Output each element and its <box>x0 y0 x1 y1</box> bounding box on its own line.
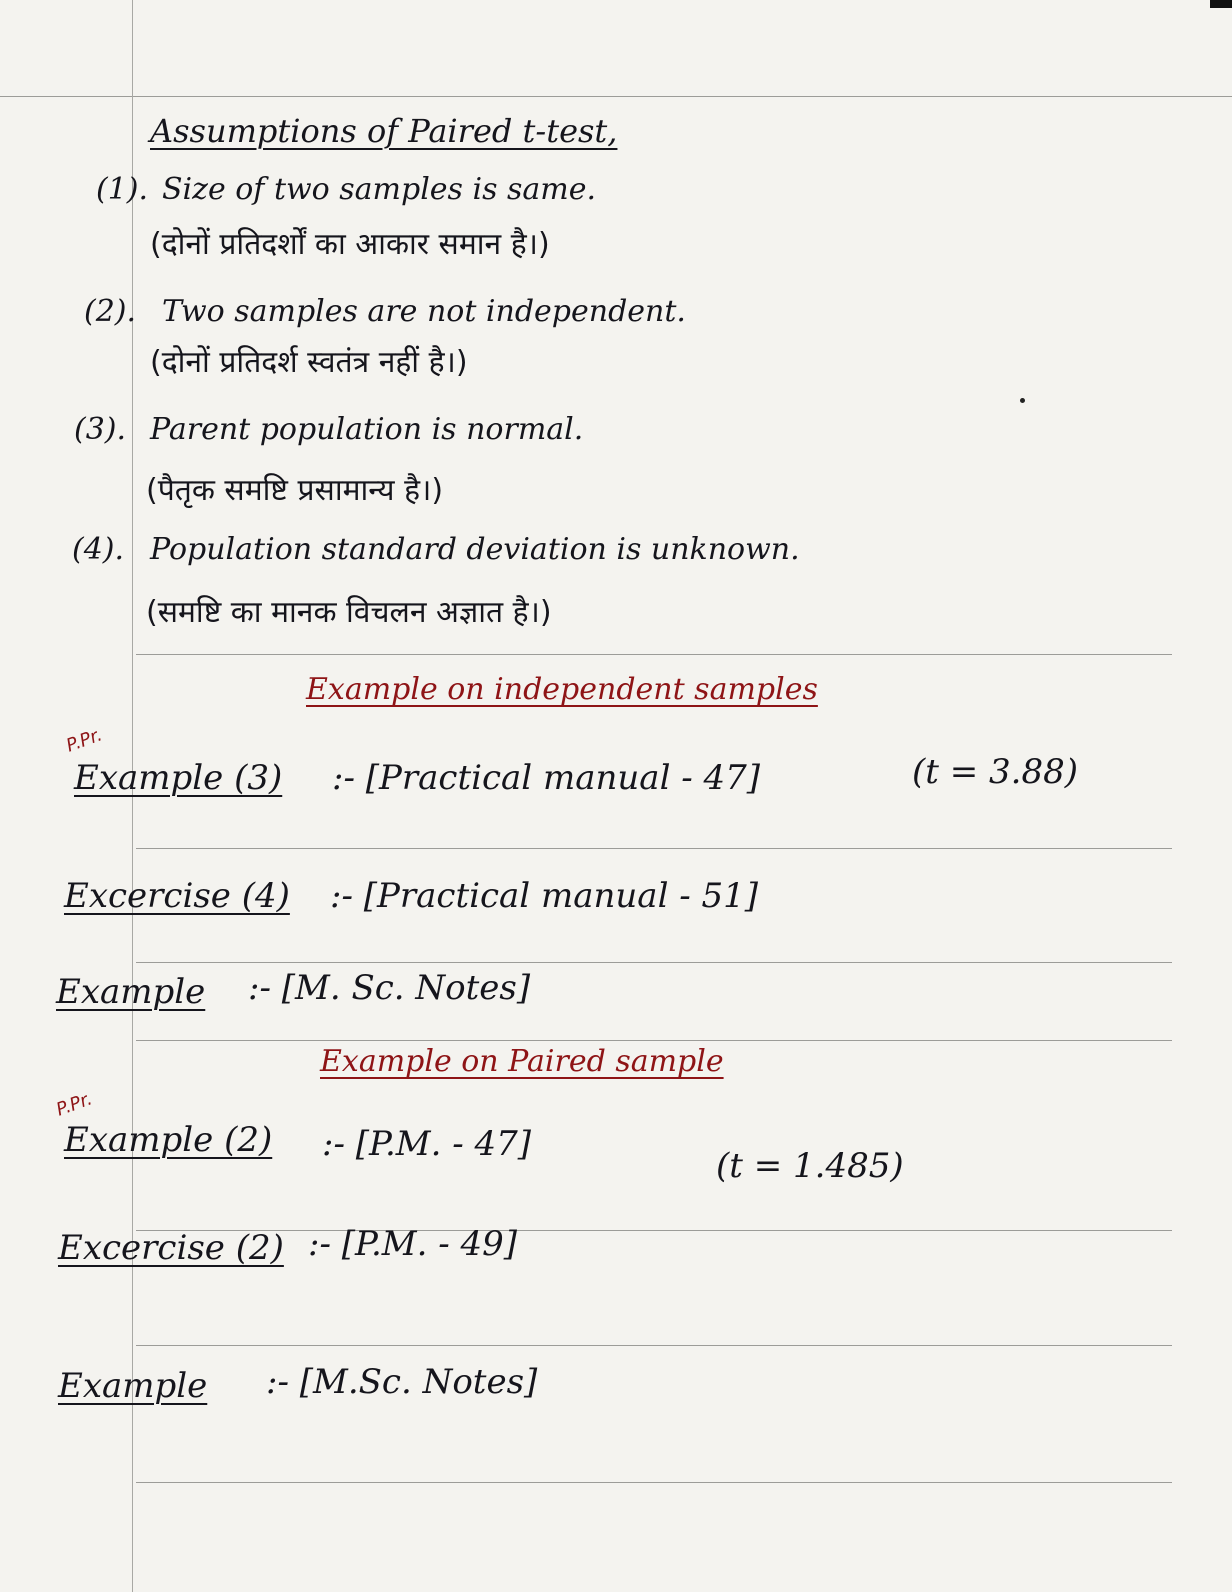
assumption-1-text: Size of two samples is same. <box>162 172 597 207</box>
page-heading: Assumptions of Paired t-test, <box>150 112 618 150</box>
assumption-4-hindi: (समष्टि का मानक विचलन अज्ञात है।) <box>146 595 552 630</box>
edge-mark <box>1210 0 1232 8</box>
independent-example-label: Example <box>56 972 206 1012</box>
ruled-line <box>136 1345 1172 1346</box>
example-3-result: (t = 3.88) <box>912 752 1078 792</box>
assumption-4-text: Population standard deviation is unknown. <box>150 532 800 567</box>
exercise-4-label: Excercise (4) <box>64 876 290 916</box>
ruled-line <box>136 1482 1172 1483</box>
practical-mark: P.Pr. <box>53 1088 95 1121</box>
paired-section-title: Example on Paired sample <box>320 1044 724 1079</box>
ruled-line <box>136 962 1172 963</box>
ruled-line <box>136 1040 1172 1041</box>
example-2-reference: :- [P.M. - 47] <box>322 1124 532 1164</box>
paired-example-label: Example <box>58 1366 208 1406</box>
independent-example-reference: :- [M. Sc. Notes] <box>248 968 531 1008</box>
ruled-line <box>0 96 1232 97</box>
example-3-label: Example (3) <box>74 758 283 798</box>
assumption-1-hindi: (दोनों प्रतिदर्शों का आकार समान है।) <box>150 227 550 262</box>
assumption-3-text: Parent population is normal. <box>150 412 584 447</box>
ruled-line <box>136 654 1172 655</box>
example-2-label: Example (2) <box>64 1120 273 1160</box>
ruled-line <box>136 848 1172 849</box>
assumption-4-number: (4). <box>72 532 125 567</box>
exercise-4-reference: :- [Practical manual - 51] <box>330 876 759 916</box>
practical-mark: P.Pr. <box>63 724 105 757</box>
assumption-2-number: (2). <box>84 294 137 329</box>
assumption-3-number: (3). <box>74 412 127 447</box>
example-2-result: (t = 1.485) <box>716 1146 904 1186</box>
assumption-2-text: Two samples are not independent. <box>162 294 686 329</box>
independent-section-title: Example on independent samples <box>306 672 818 707</box>
exercise-2-label: Excercise (2) <box>58 1228 284 1268</box>
exercise-2-reference: :- [P.M. - 49] <box>308 1224 518 1264</box>
assumption-3-hindi: (पैतृक समष्टि प्रसामान्य है।) <box>146 473 444 508</box>
assumption-1-number: (1). <box>96 172 149 207</box>
assumption-2-hindi: (दोनों प्रतिदर्श स्वतंत्र नहीं है।) <box>150 345 468 380</box>
ruled-line <box>136 1230 1172 1231</box>
ink-dot <box>1020 398 1025 403</box>
paired-example-reference: :- [M.Sc. Notes] <box>266 1362 538 1402</box>
example-3-reference: :- [Practical manual - 47] <box>332 758 761 798</box>
